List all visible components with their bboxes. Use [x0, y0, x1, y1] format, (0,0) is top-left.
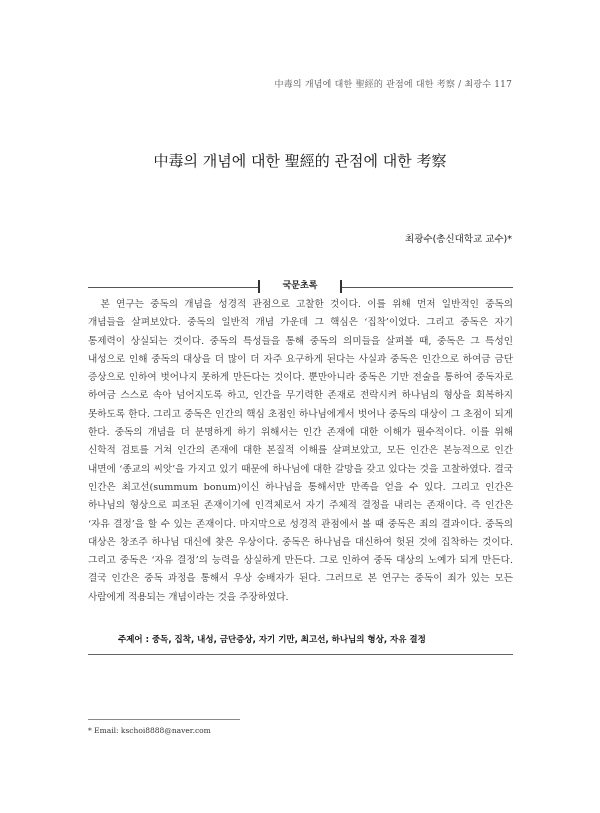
footnote-divider	[88, 719, 240, 720]
running-header: 中毒의 개념에 대한 聖經的 관점에 대한 考察 / 최광수 117	[274, 80, 512, 90]
keywords-divider	[88, 654, 513, 655]
keywords: 주제어 : 중독, 집착, 내성, 금단증상, 자기 기만, 최고선, 하나님의 형상, 자유 결정	[118, 635, 426, 645]
abstract-label: 국문초록	[258, 280, 342, 293]
abstract-body: 본 연구는 중독의 개념을 성경적 관점으로 고찰한 것이다. 이를 위해 먼저 일반적인 중독의 개념들을 살펴보았다. 중독의 일반적 개념 가운데 그 핵심은 ‘집착’이었다. 그리고 중독은 자기 통제력이 상실되는 것이다. 중독의 특성들을 통해 중독의 의미들을 살펴볼 때, 중독은 그 특성인 내성으로 인해 중독의 대상을 더 많이 더 자주 요구하게 된다는 사실과 중독은 인간으로 하여금 금단 증상으로 인하여 벗어나지 못하게 만든다는 것이다. 뿐만아니라 중독은 기만 전술을 통하여 중독자로 하여금 스스로 속아 넘어지도록 하고, 인간을 무기력한 존재로 전락시켜 하나님의 형상을 회복하지 못하도록 한다. 그리고 중독은 인간의 핵심 초점인 하나님에게서 벗어나 중독의 대상이 그 초점이 되게 한다. 중독의 개념을 더 분명하게 하기 위해서는 인간 존재에 대한 이해가 필수적이다. 이를 위해 신학적 검토를 거쳐 인간의 존재에 대한 본질적 이해를 살펴보았고, 모든 인간은 본능적으로 인간 내면에 ‘종교의 씨앗’을 가지고 있기 때문에 하나님에 대한 갈망을 갖고 있다는 것을 고찰하였다. 결국 인간은 최고선(summum bonum)이신 하나님을 통해서만 만족을 얻을 수 있다. 그리고 인간은 하나님의 형상으로 피조된 존재이기에 인격체로서 자기 주체적 결정을 내리는 존재이다. 즉 인간은 ‘자유 결정’을 할 수 있는 존재이다. 마지막으로 성경적 관점에서 볼 때 중독은 죄의 결과이다. 중독의 대상은 창조주 하나님 대신에 찾은 우상이다. 중독은 하나님을 대신하여 헛된 것에 집착하는 것이다. 그리고 중독은 ‘자유 결정’의 능력을 상실하게 만든다. 그로 인하여 중독 대상의 노예가 되게 만든다. 결국 인간은 중독 과정을 통해서 우상 숭배자가 된다. 그러므로 본 연구는 중독이 죄가 있는 모든 사람에게 적용되는 개념이라는 것을 주장하였다.	[88, 299, 513, 603]
paper-title: 中毒의 개념에 대한 聖經的 관점에 대한 考察	[153, 152, 447, 170]
footnote-email: * Email: kschoi8888@naver.com	[88, 726, 211, 735]
author-line: 최광수(총신대학교 교수)*	[405, 234, 512, 245]
